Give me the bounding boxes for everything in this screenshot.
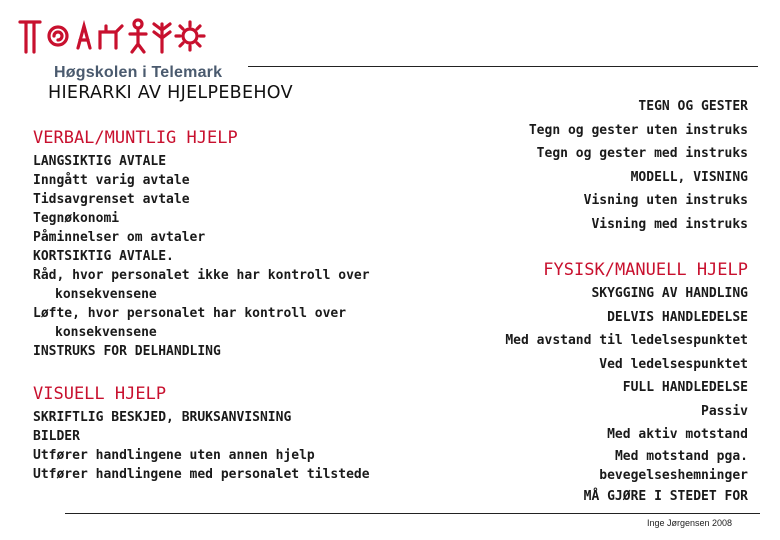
list-item: Utfører handlingene med personalet tilstede: [33, 467, 370, 482]
list-item: Visning med instruks: [591, 216, 748, 232]
list-item: Inngått varig avtale: [33, 173, 190, 188]
visuell-heading: VISUELL HJELP: [33, 384, 167, 404]
fysisk-heading: FYSISK/MANUELL HJELP: [543, 260, 748, 280]
list-item: Med aktiv motstand: [607, 427, 748, 442]
list-item: Utfører handlingene uten annen hjelp: [33, 448, 315, 463]
fysisk-list: [448, 282, 748, 508]
list-item: DELVIS HANDLEDELSE: [607, 309, 748, 325]
list-item: BILDER: [33, 429, 80, 444]
list-item: SKRIFTLIG BESKJED, BRUKSANVISNING: [33, 410, 292, 425]
visuell-list: [33, 408, 383, 484]
list-item: SKYGGING AV HANDLING: [591, 286, 748, 301]
list-item: Tegn og gester med instruks: [536, 146, 748, 161]
verbal-section: [33, 128, 383, 361]
list-item: Med motstand pga.: [614, 448, 748, 464]
top-divider: [248, 66, 758, 67]
list-item: TEGN OG GESTER: [638, 99, 748, 114]
page-title: HIERARKI AV HJELPEBEHOV: [48, 83, 293, 103]
verbal-heading: VERBAL/MUNTLIG HJELP: [33, 128, 238, 148]
list-item: MODELL, VISNING: [630, 169, 748, 185]
list-item: Påminnelser om avtaler: [33, 230, 206, 245]
fysisk-section: [448, 260, 748, 508]
tegn-section: [448, 95, 748, 236]
brand-name: Høgskolen i Telemark: [54, 64, 223, 81]
list-item: Løfte, hvor personalet har kontroll over: [33, 306, 347, 321]
list-item: Med avstand til ledelsespunktet: [505, 333, 748, 348]
list-item: MÅ GJØRE I STEDET FOR: [583, 488, 748, 504]
tegn-list: [448, 95, 748, 236]
list-item: Tegn og gester uten instruks: [528, 122, 748, 138]
list-item: FULL HANDLEDELSE: [622, 380, 748, 395]
list-item: Tegnøkonomi: [33, 211, 120, 226]
visuell-section: [33, 384, 383, 484]
footer-credit: Inge Jørgensen 2008: [646, 518, 732, 528]
verbal-list: [33, 152, 383, 361]
list-item: konsekvensene: [55, 287, 157, 302]
list-item: konsekvensene: [55, 325, 157, 340]
logo-glyphs-icon: [18, 14, 248, 62]
list-item: Tidsavgrenset avtale: [33, 192, 190, 207]
list-item: Råd, hvor personalet ikke har kontroll over: [33, 268, 370, 283]
list-item: Ved ledelsespunktet: [599, 356, 748, 372]
list-item: Visning uten instruks: [583, 193, 748, 208]
list-item: Passiv: [701, 403, 748, 419]
list-item: KORTSIKTIG AVTALE.: [33, 249, 174, 264]
list-item: LANGSIKTIG AVTALE: [33, 154, 167, 169]
list-item: bevegelseshemninger: [599, 467, 748, 483]
bottom-divider: [65, 513, 760, 514]
list-item: INSTRUKS FOR DELHANDLING: [33, 344, 221, 359]
logo: [18, 14, 248, 81]
